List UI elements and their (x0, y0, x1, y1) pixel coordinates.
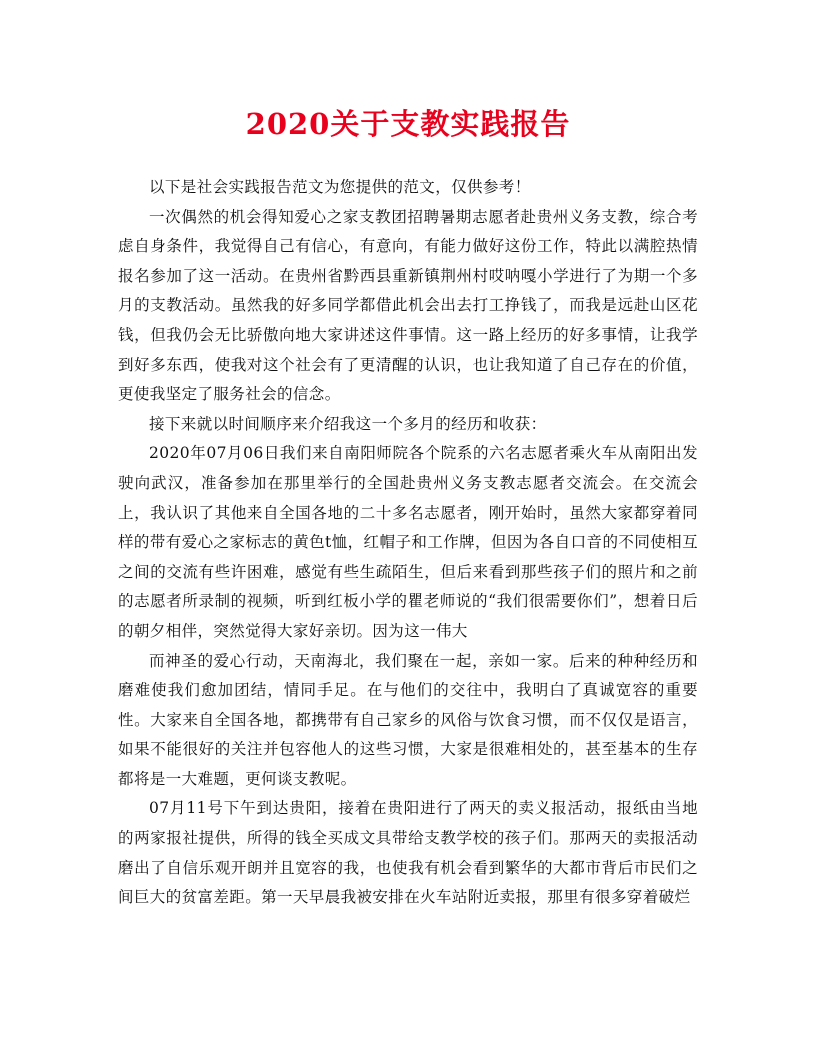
paragraph-intro: 以下是社会实践报告范文为您提供的范文，仅供参考！ (149, 178, 531, 196)
paragraph-chronology: 接下来就以时间顺序来介绍我这一个多月的经历和收获： (149, 414, 547, 433)
paragraph-guiyang: 07月11号下午到达贵阳，接着在贵阳进行了两天的卖义报活动，报纸由当地的两家报社提供，所得的钱全买成文具带给支教学校的孩子们。那两天的卖报活动磨出了自信乐观开朗并且宽容的我，也使我有机会看到繁华的大都市背后市民们之间巨大的贫富差距。第一天早晨我被安排在火车站附近卖报，那里有很多穿着破烂 (118, 799, 698, 907)
paragraph-unity: 而神圣的爱心行动，天南海北，我们聚在一起，亲如一家。后来的种种经历和磨难使我们愈加团结，情同手足。在与他们的交往中，我明白了真诚宽容的重要性。大家来自全国各地，都携带有自己家乡的风俗与饮食习惯，而不仅仅是语言，如果不能很好的关注并包容他人的这些习惯，大家是很难相处的，甚至基本的生存都将是一大难题，更何谈支教呢。 (118, 651, 698, 788)
document-body (118, 173, 698, 913)
paragraph-departure: 2020年07月06日我们来自南阳师院各个院系的六名志愿者乘火车从南阳出发驶向武汉，准备参加在那里举行的全国赴贵州义务支教志愿者交流会。在交流会上，我认识了其他来自全国各地的二十多名志愿者，刚开始时，虽然大家都穿着同样的带有爱心之家标志的黄色t恤，红帽子和工作牌，但因为各自口音的不同使相互之间的交流有些许困难，感觉有些生疏陌生，但后来看到那些孩子们的照片和之前的志愿者所录制的视频，听到红板小学的瞿老师说的“我们很需要你们”，想着日后的朝夕相伴，突然觉得大家好亲切。因为这一伟大 (118, 444, 698, 640)
paragraph-opportunity: 一次偶然的机会得知爱心之家支教团招聘暑期志愿者赴贵州义务支教，综合考虑自身条件，我觉得自己有信心，有意向，有能力做好这份工作，特此以满腔热情报名参加了这一活动。在贵州省黔西县重新镇荆州村哎呐嘎小学进行了为期一个多月的支教活动。虽然我的好多同学都借此机会出去打工挣钱了，而我是远赴山区花钱，但我仍会无比骄傲向地大家讲述这件事情。这一路上经历的好多事情，让我学到好多东西，使我对这个社会有了更清醒的认识，也让我知道了自己存在的价值，更使我坚定了服务社会的信念。 (118, 207, 698, 404)
document-title: 2020关于支教实践报告 (245, 107, 571, 141)
